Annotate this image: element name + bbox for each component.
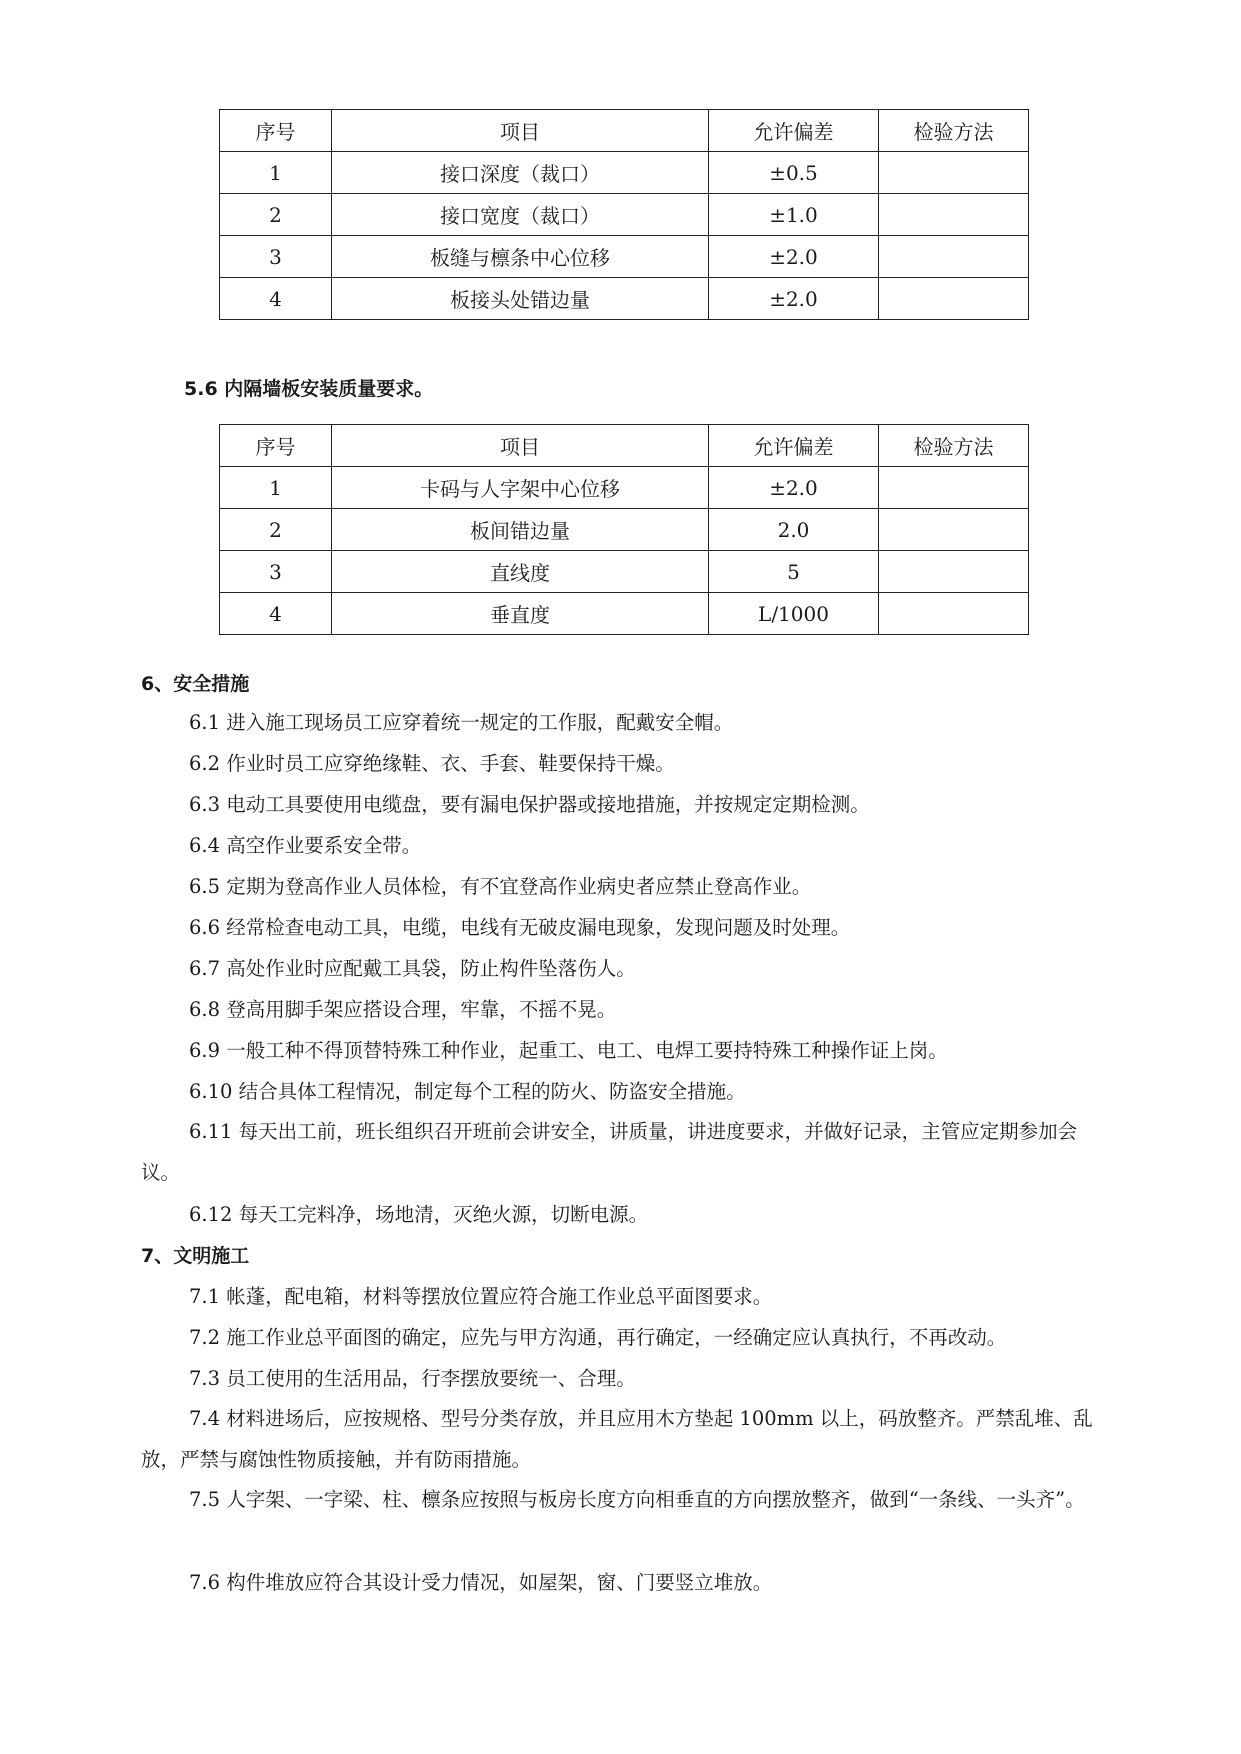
table-cell: ±0.5 xyxy=(709,152,879,194)
table-row xyxy=(220,152,1029,194)
table-cell: 直线度 xyxy=(332,551,709,593)
table-header-row xyxy=(220,425,1029,467)
list-item: 6.10 结合具体工程情况，制定每个工程的防火、防盗安全措施。 xyxy=(189,1080,746,1103)
table-cell: ±2.0 xyxy=(709,236,879,278)
table-cell xyxy=(879,509,1029,551)
list-item: 7.1 帐蓬，配电箱，材料等摆放位置应符合施工作业总平面图要求。 xyxy=(189,1285,773,1308)
list-item: 6.3 电动工具要使用电缆盘，要有漏电保护器或接地措施，并按规定定期检测。 xyxy=(189,793,870,816)
list-item: 6.5 定期为登高作业人员体检，有不宜登高作业病史者应禁止登高作业。 xyxy=(189,875,812,898)
table-cell: 板缝与檩条中心位移 xyxy=(332,236,709,278)
list-item: 7.6 构件堆放应符合其设计受力情况，如屋架，窗、门要竖立堆放。 xyxy=(189,1571,773,1594)
table-cell: 4 xyxy=(220,593,332,635)
list-item: 6.9 一般工种不得顶替特殊工种作业，起重工、电工、电焊工要持特殊工种操作证上岗。 xyxy=(189,1039,948,1062)
table-cell: 5 xyxy=(709,551,879,593)
tolerance-table-1 xyxy=(219,109,1029,320)
header-cell: 项目 xyxy=(332,425,709,467)
tolerance-table-2 xyxy=(219,424,1029,635)
table-cell: 1 xyxy=(220,152,332,194)
table-cell: 垂直度 xyxy=(332,593,709,635)
list-item: 7.3 员工使用的生活用品，行李摆放要统一、合理。 xyxy=(189,1367,636,1390)
table-cell: 接口宽度（裁口） xyxy=(332,194,709,236)
header-cell: 序号 xyxy=(220,425,332,467)
list-item: 7.2 施工作业总平面图的确定，应先与甲方沟通，再行确定，一经确定应认真执行，不再改动。 xyxy=(189,1326,1007,1349)
header-cell: 检验方法 xyxy=(879,425,1029,467)
table-row xyxy=(220,236,1029,278)
table-cell: 卡码与人字架中心位移 xyxy=(332,467,709,509)
table-cell: ±2.0 xyxy=(709,467,879,509)
table-cell: 2.0 xyxy=(709,509,879,551)
list-item: 7.5 人字架、一字梁、柱、檩条应按照与板房长度方向相垂直的方向摆放整齐，做到“一条线、一头齐”。 xyxy=(189,1488,1085,1511)
table-cell: 板间错边量 xyxy=(332,509,709,551)
list-item: 6.4 高空作业要系安全带。 xyxy=(189,834,422,857)
section-heading-6: 6、安全措施 xyxy=(141,673,250,695)
table-cell: 3 xyxy=(220,551,332,593)
section-heading-5-6: 5.6 内隔墙板安装质量要求。 xyxy=(184,378,434,400)
list-item: 6.1 进入施工现场员工应穿着统一规定的工作服，配戴安全帽。 xyxy=(189,711,734,734)
header-cell: 项目 xyxy=(332,110,709,152)
table-cell xyxy=(879,593,1029,635)
header-cell: 允许偏差 xyxy=(709,110,879,152)
list-item: 6.7 高处作业时应配戴工具袋，防止构件坠落伤人。 xyxy=(189,957,636,980)
table-row xyxy=(220,551,1029,593)
section-heading-7: 7、文明施工 xyxy=(141,1245,250,1267)
list-item: 7.4 材料进场后，应按规格、型号分类存放，并且应用木方垫起 100mm 以上，码放整齐。严禁乱堆、乱放，严禁与腐蚀性物质接触，并有防雨措施。 xyxy=(141,1407,1093,1471)
table-header-row xyxy=(220,110,1029,152)
table-cell: 3 xyxy=(220,236,332,278)
table-cell xyxy=(879,194,1029,236)
table-row xyxy=(220,509,1029,551)
table-cell xyxy=(879,152,1029,194)
table-cell xyxy=(879,278,1029,320)
table-cell: 接口深度（裁口） xyxy=(332,152,709,194)
table-cell: 2 xyxy=(220,194,332,236)
table-cell: 板接头处错边量 xyxy=(332,278,709,320)
table-cell: 1 xyxy=(220,467,332,509)
table-cell xyxy=(879,236,1029,278)
list-item: 6.8 登高用脚手架应搭设合理，牢靠，不摇不晃。 xyxy=(189,998,617,1021)
table-cell: ±1.0 xyxy=(709,194,879,236)
list-item: 6.2 作业时员工应穿绝缘鞋、衣、手套、鞋要保持干燥。 xyxy=(189,752,675,775)
header-cell: 允许偏差 xyxy=(709,425,879,467)
table-row xyxy=(220,593,1029,635)
header-cell: 序号 xyxy=(220,110,332,152)
list-item: 6.12 每天工完料净，场地清，灭绝火源，切断电源。 xyxy=(189,1203,649,1226)
list-item: 6.6 经常检查电动工具，电缆，电线有无破皮漏电现象，发现问题及时处理。 xyxy=(189,916,851,939)
table-row xyxy=(220,467,1029,509)
header-cell: 检验方法 xyxy=(879,110,1029,152)
table-cell: L/1000 xyxy=(709,593,879,635)
table-cell: 2 xyxy=(220,509,332,551)
table-cell: 4 xyxy=(220,278,332,320)
list-item: 6.11 每天出工前，班长组织召开班前会讲安全，讲质量，讲进度要求，并做好记录，主管应定期参加会议。 xyxy=(141,1120,1078,1184)
table-cell xyxy=(879,551,1029,593)
table-cell: ±2.0 xyxy=(709,278,879,320)
table-cell xyxy=(879,467,1029,509)
table-row xyxy=(220,278,1029,320)
table-row xyxy=(220,194,1029,236)
